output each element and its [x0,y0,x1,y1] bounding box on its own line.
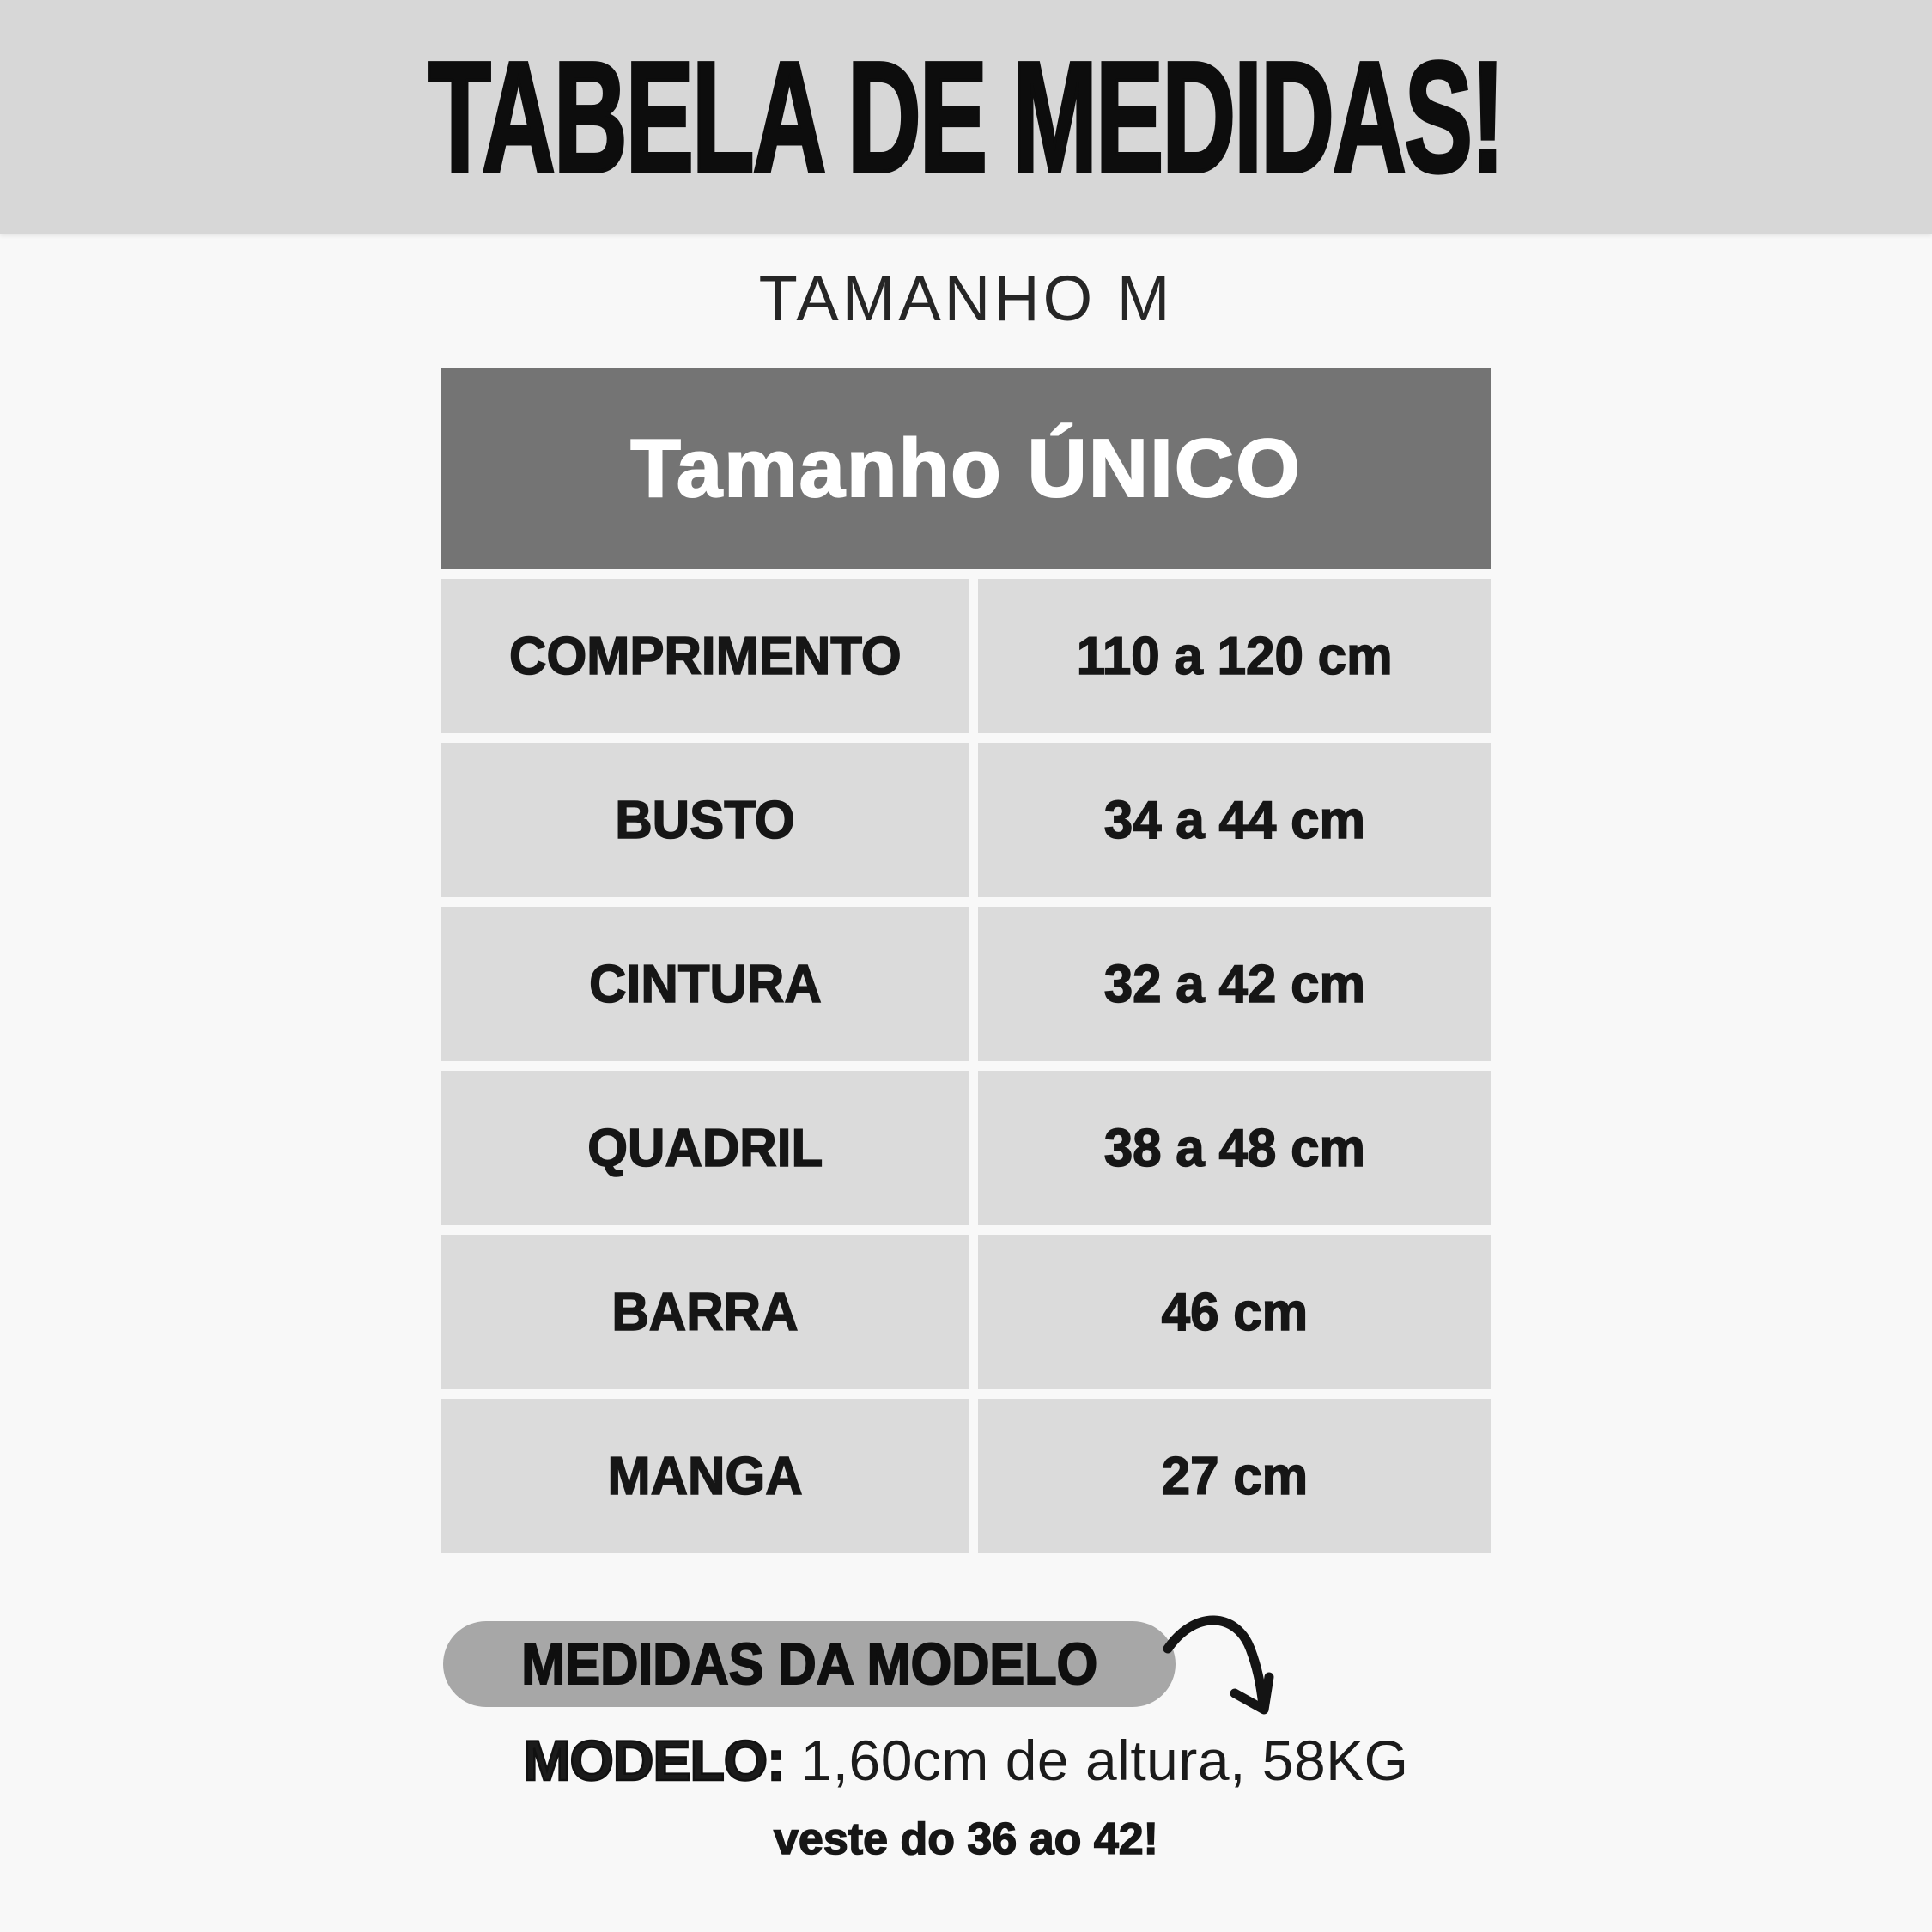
model-info [0,1728,1932,1793]
row-label-cell [441,743,969,897]
row-value: 27 cm [1161,1446,1308,1506]
curved-arrow-down-right-icon [1161,1595,1290,1737]
table-row [441,1235,1491,1389]
table-row [441,1399,1491,1553]
table-header [441,368,1491,569]
table-header-label: Tamanho ÚNICO [630,422,1302,514]
row-label-cell [441,1235,969,1389]
row-label-cell [441,1071,969,1225]
row-label: COMPRIMENTO [508,626,902,686]
row-value-cell [978,743,1491,897]
model-measures-badge-label: MEDIDAS DA MODELO [521,1631,1097,1697]
row-value-cell [978,907,1491,1061]
model-fit-note: veste do 36 ao 42! [774,1814,1158,1864]
table-row [441,907,1491,1061]
size-table [441,368,1491,1553]
row-label: BUSTO [615,790,795,850]
row-label-cell [441,1399,969,1553]
row-value-cell [978,1235,1491,1389]
row-value-cell [978,579,1491,733]
table-row [441,743,1491,897]
row-value-cell [978,1071,1491,1225]
row-value: 32 a 42 cm [1103,954,1365,1014]
model-info-value: 1,60cm de altura, 58KG [800,1728,1409,1792]
row-value: 38 a 48 cm [1103,1118,1365,1178]
row-label-cell [441,907,969,1061]
model-measures-badge [443,1621,1176,1707]
row-value-cell [978,1399,1491,1553]
row-label: QUADRIL [587,1118,823,1178]
page-title: TABELA DE MEDIDAS! [428,28,1504,206]
row-value: 34 a 44 cm [1103,790,1365,850]
size-chart-banner [0,0,1932,234]
table-row [441,1071,1491,1225]
table-row [441,579,1491,733]
row-value: 110 a 120 cm [1076,626,1393,686]
size-label: TAMANHO M [758,263,1174,334]
row-label: MANGA [607,1446,803,1506]
row-label: CINTURA [588,954,822,1014]
row-label-cell [441,579,969,733]
row-value: 46 cm [1161,1282,1308,1342]
row-label: BARRA [611,1282,799,1342]
model-info-label: MODELO: [523,1728,786,1792]
